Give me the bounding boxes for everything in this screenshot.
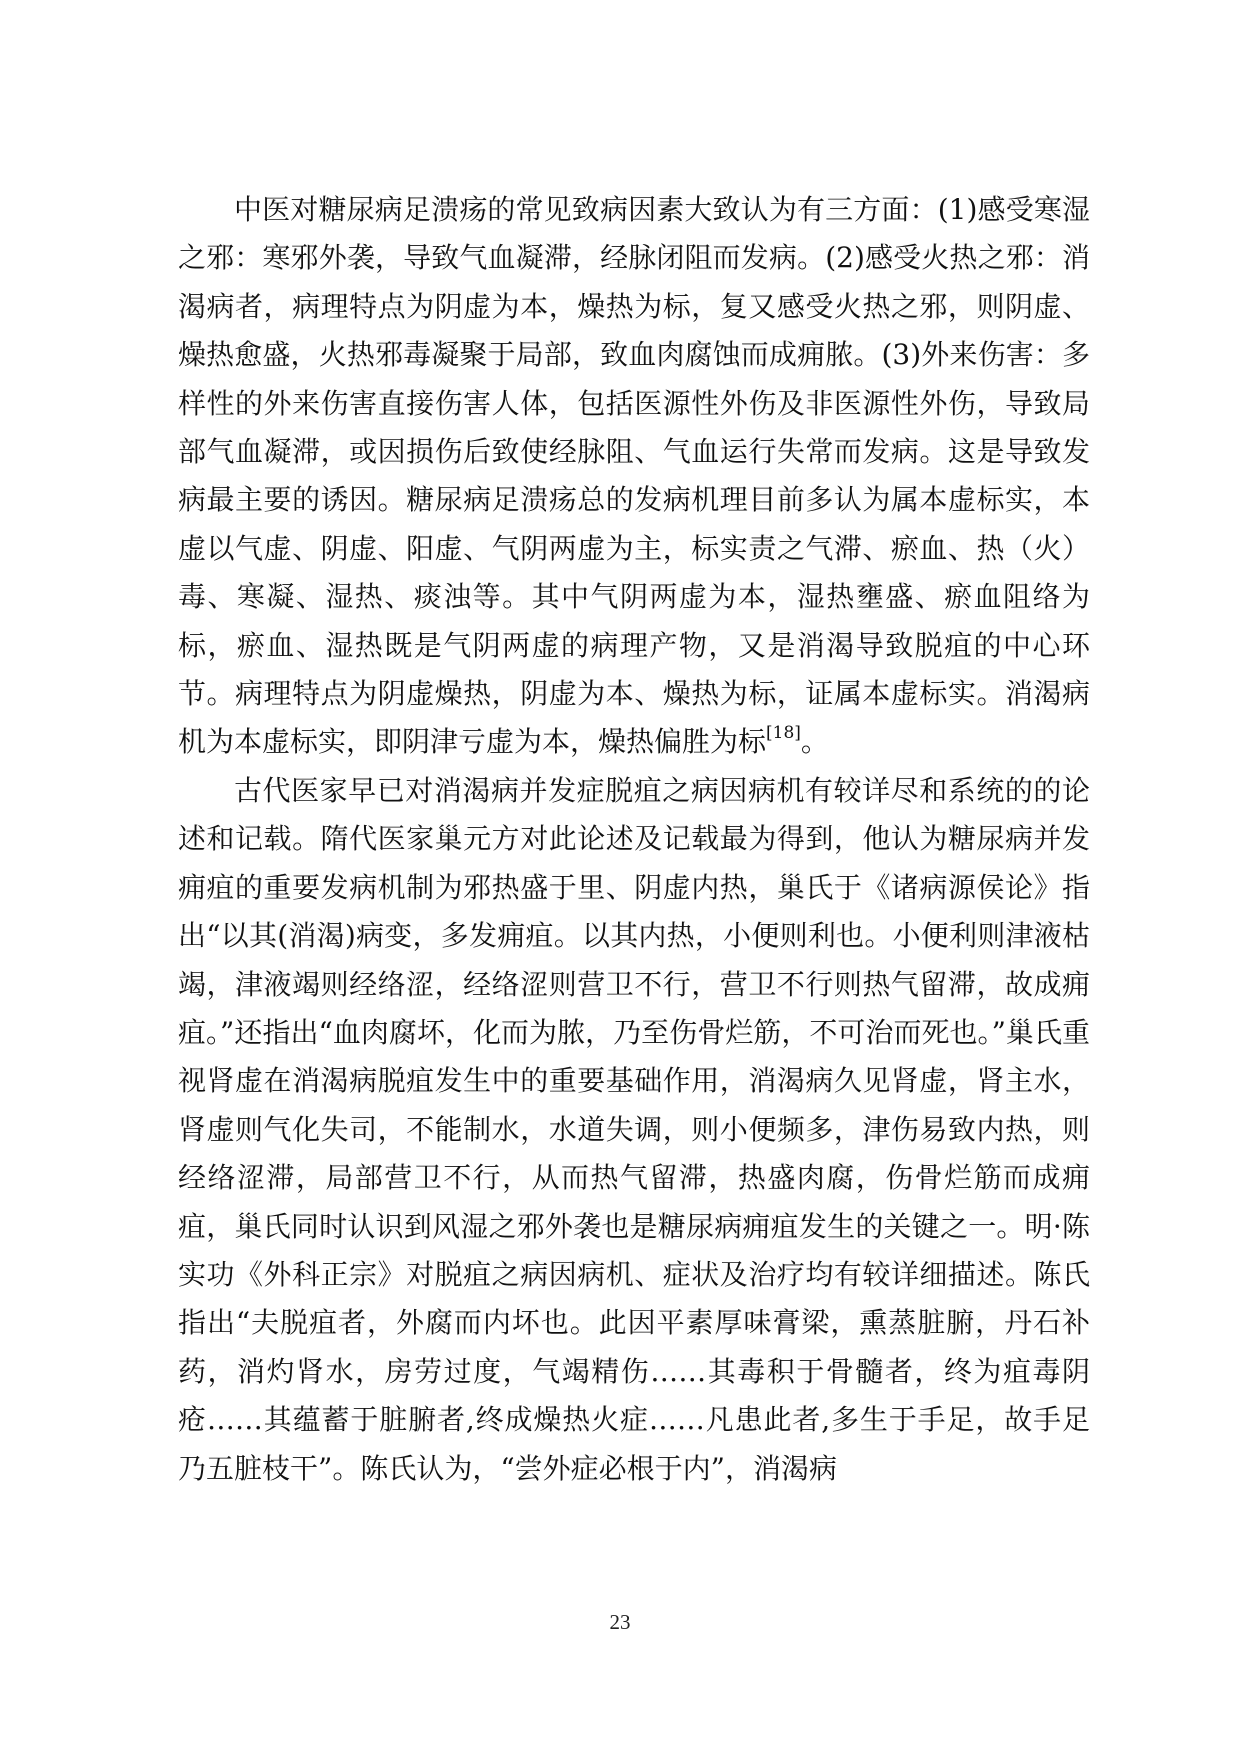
paragraph-2 — [178, 767, 1090, 1493]
paragraph-1 — [178, 186, 1090, 767]
paragraph-1-tail: 。 — [800, 725, 829, 759]
paragraph-2-text: 古代医家早已对消渴病并发症脱疽之病因病机有较详尽和系统的的论述和记载。隋代医家巢元方对此论述及记载最为得到，他认为糖尿病并发痈疽的重要发病机制为邪热盛于里、阴虚内热，巢氏于《诸病源侯论》指出“以其(消渴)病变，多发痈疽。以其内热，小便则利也。小便利则津液枯竭，津液竭则经络涩，经络涩则营卫不行，营卫不行则热气留滞，故成痈疽。”还指出“血肉腐坏，化而为脓，乃至伤骨烂筋，不可治而死也。”巢氏重视肾虚在消渴病脱疽发生中的重要基础作用，消渴病久见肾虚，肾主水，肾虚则气化失司，不能制水，水道失调，则小便频多，津伤易致内热，则经络涩滞，局部营卫不行，从而热气留滞，热盛肉腐，伤骨烂筋而成痈疽，巢氏同时认识到风湿之邪外袭也是糖尿病痈疽发生的关键之一。明·陈实功《外科正宗》对脱疽之病因病机、症状及治疗均有较详细描述。陈氏指出“夫脱疽者，外腐而内坏也。此因平素厚味膏梁，熏蒸脏腑，丹石补药，消灼肾水，房劳过度，气竭精伤……其毒积于骨髓者，终为疽毒阴疮……其蕴蓄于脏腑者,终成燥热火症……凡患此者,多生于手足，故手足乃五脏枝干”。陈氏认为，“尝外症必根于内”，消渴病 — [178, 773, 1090, 1485]
citation-superscript: [18] — [766, 723, 801, 744]
page-number: 23 — [609, 1610, 631, 1634]
paragraph-1-text: 中医对糖尿病足溃疡的常见致病因素大致认为有三方面：(1)感受寒湿之邪：寒邪外袭，导致气血凝滞，经脉闭阻而发病。(2)感受火热之邪：消渴病者，病理特点为阴虚为本，燥热为标，复又感受火热之邪，则阴虚、燥热愈盛，火热邪毒凝聚于局部，致血肉腐蚀而成痈脓。(3)外来伤害：多样性的外来伤害直接伤害人体，包括医源性外伤及非医源性外伤，导致局部气血凝滞，或因损伤后致使经脉阻、气血运行失常而发病。这是导致发病最主要的诱因。糖尿病足溃疡总的发病机理目前多认为属本虚标实，本虚以气虚、阴虚、阳虚、气阴两虚为主，标实责之气滞、瘀血、热（火）毒、寒凝、湿热、痰浊等。其中气阴两虚为本，湿热壅盛、瘀血阻络为标，瘀血、湿热既是气阴两虚的病理产物，又是消渴导致脱疽的中心环节。病理特点为阴虚燥热，阴虚为本、燥热为标，证属本虚标实。消渴病机为本虚标实，即阴津亏虚为本，燥热偏胜为标 — [178, 193, 1090, 759]
body-text — [178, 186, 1090, 1493]
